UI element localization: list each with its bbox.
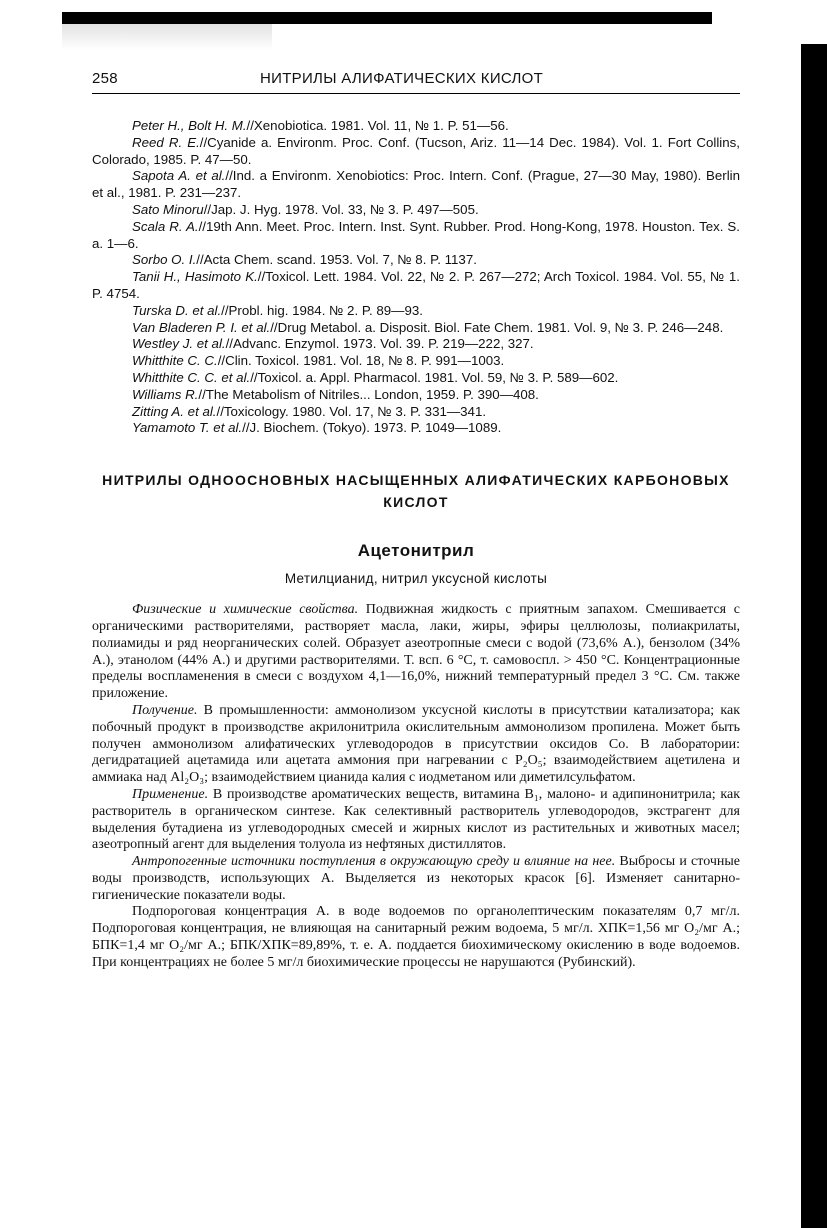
paragraph-text: В промышленности: аммонолизом уксусной кислоты в присутствии катализатора; как побочный продукт в производстве акрилонитрила окислительным аммонолизом пропилена. Может быть получен аммонолизом алифатических углеводородов в присутствии оксидов Co. В лаборатории: дегидратацией ацетамида или ацетата аммония при нагревании с P₂O₅; взаимодействием ацетилена и аммиака над Al₂O₃; взаимодействием цианида калия с иодметаном или диметилсульфатом. [92,702,740,786]
substance-name: Ацетонитрил [357,541,475,561]
paragraph-lead: Антропогенные источники поступления в окружающую среду и влияние на нее. [132,854,616,870]
reference-source: //Toxicology. 1980. Vol. 17, № 3. P. 331—341. [216,403,487,419]
substance-synonyms: Метилцианид, нитрил уксусной кислоты [284,571,548,587]
scan-edge-top [62,12,712,24]
reference-item [92,135,740,169]
reference-source: //Cyanide a. Environm. Proc. Conf. (Tucson, Ariz. 11—14 Dec. 1984). Vol. 1. Fort Collins, Colorado, 1985. P. 47—50. [92,134,740,167]
reference-source: //J. Biochem. (Tokyo). 1973. P. 1049—1089. [242,420,502,436]
reference-author: Westley J. et al. [132,336,226,352]
reference-author: Whitthite C. C. et al. [132,369,251,385]
reference-item [92,269,740,303]
reference-item [92,420,740,437]
reference-author: Reed R. E. [132,134,200,150]
reference-author: Williams R. [132,386,199,402]
body-paragraph [92,904,740,971]
reference-source: //Advanc. Enzymol. 1973. Vol. 39. P. 219—222, 327. [225,336,534,352]
reference-author: Whitthite C. C. [132,353,218,369]
reference-item [92,387,740,404]
reference-item [92,353,740,370]
running-title: НИТРИЛЫ АЛИФАТИЧЕСКИХ КИСЛОТ [260,70,544,87]
reference-author: Sapota A. et al. [132,168,226,184]
reference-author: Tanii H., Hasimoto K. [132,269,258,285]
paragraph-lead: Получение. [132,702,198,718]
reference-source: //Probl. hig. 1984. № 2. P. 89—93. [221,302,423,318]
reference-author: Turska D. et al. [132,302,222,318]
paragraph-lead: Физические и химические свойства. [132,602,359,618]
reference-item [92,219,740,253]
reference-source: //Drug Metabol. a. Disposit. Biol. Fate Chem. 1981. Vol. 9, № 3. P. 246—248. [270,319,724,335]
running-head [92,70,740,94]
reference-item [92,168,740,202]
reference-item [92,370,740,387]
reference-author: Sorbo O. I. [132,252,197,268]
paragraph-lead: Применение. [132,786,209,802]
reference-item [92,252,740,269]
reference-item [92,404,740,421]
reference-source: //19th Ann. Meet. Proc. Intern. Inst. Synt. Rubber. Prod. Hong-Kong, 1978. Houston. Tex. S. a. 1—6. [92,218,740,251]
book-page [92,70,740,972]
body-paragraph [92,854,740,904]
reference-item [92,202,740,219]
reference-list [92,118,740,437]
reference-author: Zitting A. et al. [132,403,217,419]
reference-source: //The Metabolism of Nitriles... London, 1959. P. 390—408. [198,386,539,402]
scan-edge-right [801,44,827,1228]
reference-source: //Clin. Toxicol. 1981. Vol. 18, № 8. P. 991—1003. [217,353,505,369]
reference-source: //Ind. a Environm. Xenobiotics: Proc. Intern. Conf. (Prague, 27—30 May, 1980). Berlin et al., 1981. P. 231—237. [92,168,741,201]
reference-source: //Toxicol. Lett. 1984. Vol. 22, № 2. P. 267—272; Arch Toxicol. 1984. Vol. 55, № 1. P. 4754. [92,269,740,301]
reference-author: Peter H., Bolt H. M. [132,118,247,133]
reference-item [92,336,740,353]
reference-item [92,303,740,320]
reference-source: //Xenobiotica. 1981. Vol. 11, № 1. P. 51—56. [246,118,509,133]
paragraph-text: Подвижная жидкость с приятным запахом. Смешивается с органическими растворителями, растворяет масла, лаки, жиры, эфиры целлюлозы, полиакрилаты, полиамиды и ряд неорганических солей. Образует азеотропные смеси с водой (73,6% А.), бензолом (34% А.), этанолом (44% А.) и другими растворителями. Т. всп. 6 °С, т. самовоспл. > 450 °С. Концентрационные пределы воспламенения в смеси с воздухом 4,1—16,0%, нижний температурный предел 3 °С. См. также приложение. [92,602,740,702]
scan-smudge [62,24,272,50]
reference-author: Scala R. A. [132,218,199,234]
paragraph-text: В производстве ароматических веществ, витамина B₁, малоно- и адипинонитрила; как растворитель в органическом синтезе. Как селективный растворитель углеводородов, экстрагент для выделения бутадиена из углеводородных смесей и жирных кислот из растительных и животных масел; азеотропный агент для выделения толуола из нефтяных дистиллятов. [92,786,740,853]
article-body [92,602,740,972]
reference-author: Yamamoto T. et al. [132,420,243,436]
reference-author: Sato Minoru [132,201,204,217]
reference-source: //Toxicol. a. Appl. Pharmacol. 1981. Vol. 59, № 3. P. 589—602. [250,369,619,385]
reference-source: //Acta Chem. scand. 1953. Vol. 7, № 8. P. 1137. [196,252,477,268]
paragraph-text: Выбросы и сточные воды производств, использующих А. Выделяется из некоторых красок [6]. Изменяет санитарно-гигиенические показатели воды. [92,854,740,903]
body-paragraph [92,602,740,703]
reference-source: //Jap. J. Hyg. 1978. Vol. 33, № 3. P. 497—505. [203,201,479,217]
reference-item [92,118,740,135]
body-paragraph [92,787,740,854]
body-paragraph [92,703,740,787]
reference-author: Van Bladeren P. I. et al. [132,319,271,335]
paragraph-text: Подпороговая концентрация А. в воде водоемов по органолептическим показателям 0,7 мг/л. Подпороговая концентрация, не влияющая на санитарный режим водоема, 5 мг/л. ХПК=1,56 мг O₂/мг А.; БПК=1,4 мг O₂/мг А.; БПК/ХПК=89,89%, т. е. А. поддается биохимическому окислению в воде водоемов. При концентрациях не более 5 мг/л биохимические процессы не нарушаются (Рубинский). [92,904,740,970]
section-title: НИТРИЛЫ ОДНООСНОВНЫХ НАСЫЩЕННЫХ АЛИФАТИЧЕСКИХ КАРБОНОВЫХ КИСЛОТ [102,472,730,511]
reference-item [92,320,740,337]
page-number: 258 [92,70,118,87]
